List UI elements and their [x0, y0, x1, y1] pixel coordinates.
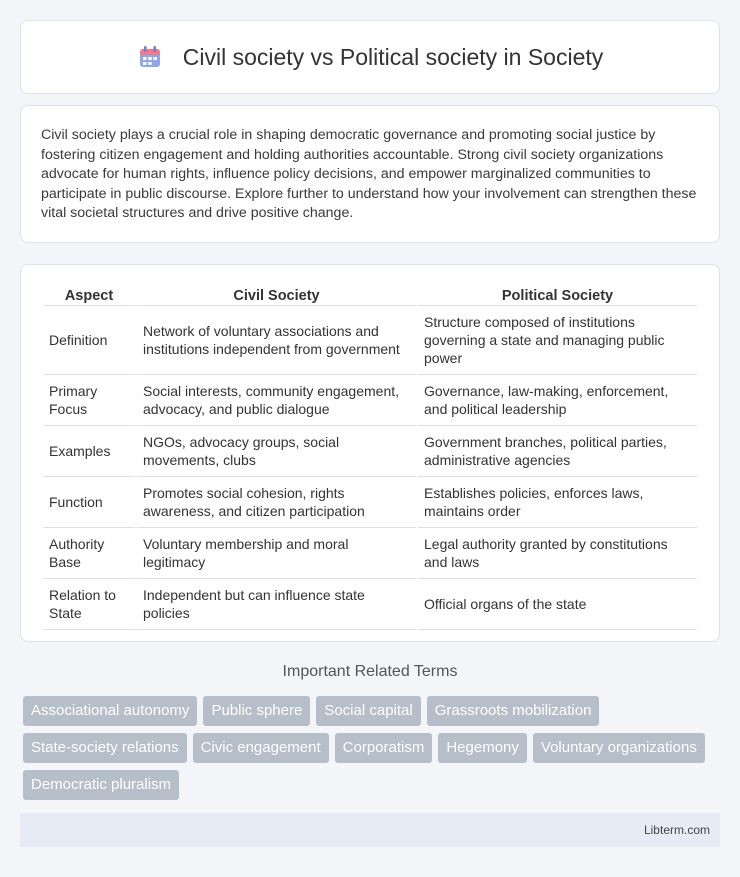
political-society-cell: Structure composed of institutions governing a state and managing public power — [418, 306, 697, 375]
table-row — [43, 579, 697, 630]
related-term-tag[interactable]: Democratic pluralism — [23, 770, 179, 800]
table-header-row — [43, 285, 697, 306]
title-card — [20, 20, 720, 94]
civil-society-cell: Social interests, community engagement, advocacy, and public dialogue — [137, 375, 416, 426]
table-row — [43, 375, 697, 426]
related-term-tag[interactable]: Voluntary organizations — [533, 733, 705, 763]
table-row — [43, 477, 697, 528]
column-header-political-society: Political Society — [418, 285, 697, 306]
comparison-table — [41, 285, 699, 630]
page-title: Civil society vs Political society in Society — [182, 43, 604, 70]
related-term-tag[interactable]: State-society relations — [23, 733, 187, 763]
footer — [20, 813, 720, 847]
civil-society-cell: Voluntary membership and moral legitimacy — [137, 528, 416, 579]
title-wrap — [137, 44, 604, 71]
aspect-cell: Examples — [43, 426, 135, 477]
related-term-tag[interactable]: Social capital — [316, 696, 420, 726]
comparison-table-card — [20, 264, 720, 642]
related-term-tag[interactable]: Public sphere — [203, 696, 310, 726]
related-term-tag[interactable]: Civic engagement — [193, 733, 329, 763]
intro-paragraph: Civil society plays a crucial role in shaping democratic governance and promoting social justice by fostering citizen engagement and holding authorities accountable. Strong civil society organizations advocate for human rights, influence policy decisions, and empower marginalized communities to participate in public discourse. Explore further to understand how your involvement can strengthen these vital societal structures and drive positive change. — [41, 127, 697, 222]
political-society-cell: Government branches, political parties, administrative agencies — [418, 426, 697, 477]
aspect-cell: Authority Base — [43, 528, 135, 579]
political-society-cell: Legal authority granted by constitutions and laws — [418, 528, 697, 579]
civil-society-cell: NGOs, advocacy groups, social movements, clubs — [137, 426, 416, 477]
table-row — [43, 426, 697, 477]
table-row — [43, 528, 697, 579]
footer-site-link[interactable]: Libterm.com — [643, 823, 710, 837]
intro-card — [20, 105, 720, 243]
related-term-tag[interactable]: Associational autonomy — [23, 696, 197, 726]
aspect-cell: Definition — [43, 306, 135, 375]
aspect-cell: Function — [43, 477, 135, 528]
aspect-cell: Primary Focus — [43, 375, 135, 426]
political-society-cell: Establishes policies, enforces laws, maintains order — [418, 477, 697, 528]
related-term-tag[interactable]: Grassroots mobilization — [427, 696, 600, 726]
related-terms-list — [23, 696, 723, 800]
related-term-tag[interactable]: Hegemony — [438, 733, 527, 763]
aspect-cell: Relation to State — [43, 579, 135, 630]
political-society-cell: Official organs of the state — [418, 579, 697, 630]
table-row — [43, 306, 697, 375]
civil-society-cell: Independent but can influence state policies — [137, 579, 416, 630]
column-header-civil-society: Civil Society — [137, 285, 416, 306]
civil-society-cell: Network of voluntary associations and institutions independent from government — [137, 306, 416, 375]
political-society-cell: Governance, law-making, enforcement, and political leadership — [418, 375, 697, 426]
calendar-icon — [137, 44, 163, 70]
related-term-tag[interactable]: Corporatism — [335, 733, 433, 763]
civil-society-cell: Promotes social cohesion, rights awareness, and citizen participation — [137, 477, 416, 528]
column-header-aspect: Aspect — [43, 285, 135, 306]
related-terms-heading: Important Related Terms — [282, 663, 458, 680]
